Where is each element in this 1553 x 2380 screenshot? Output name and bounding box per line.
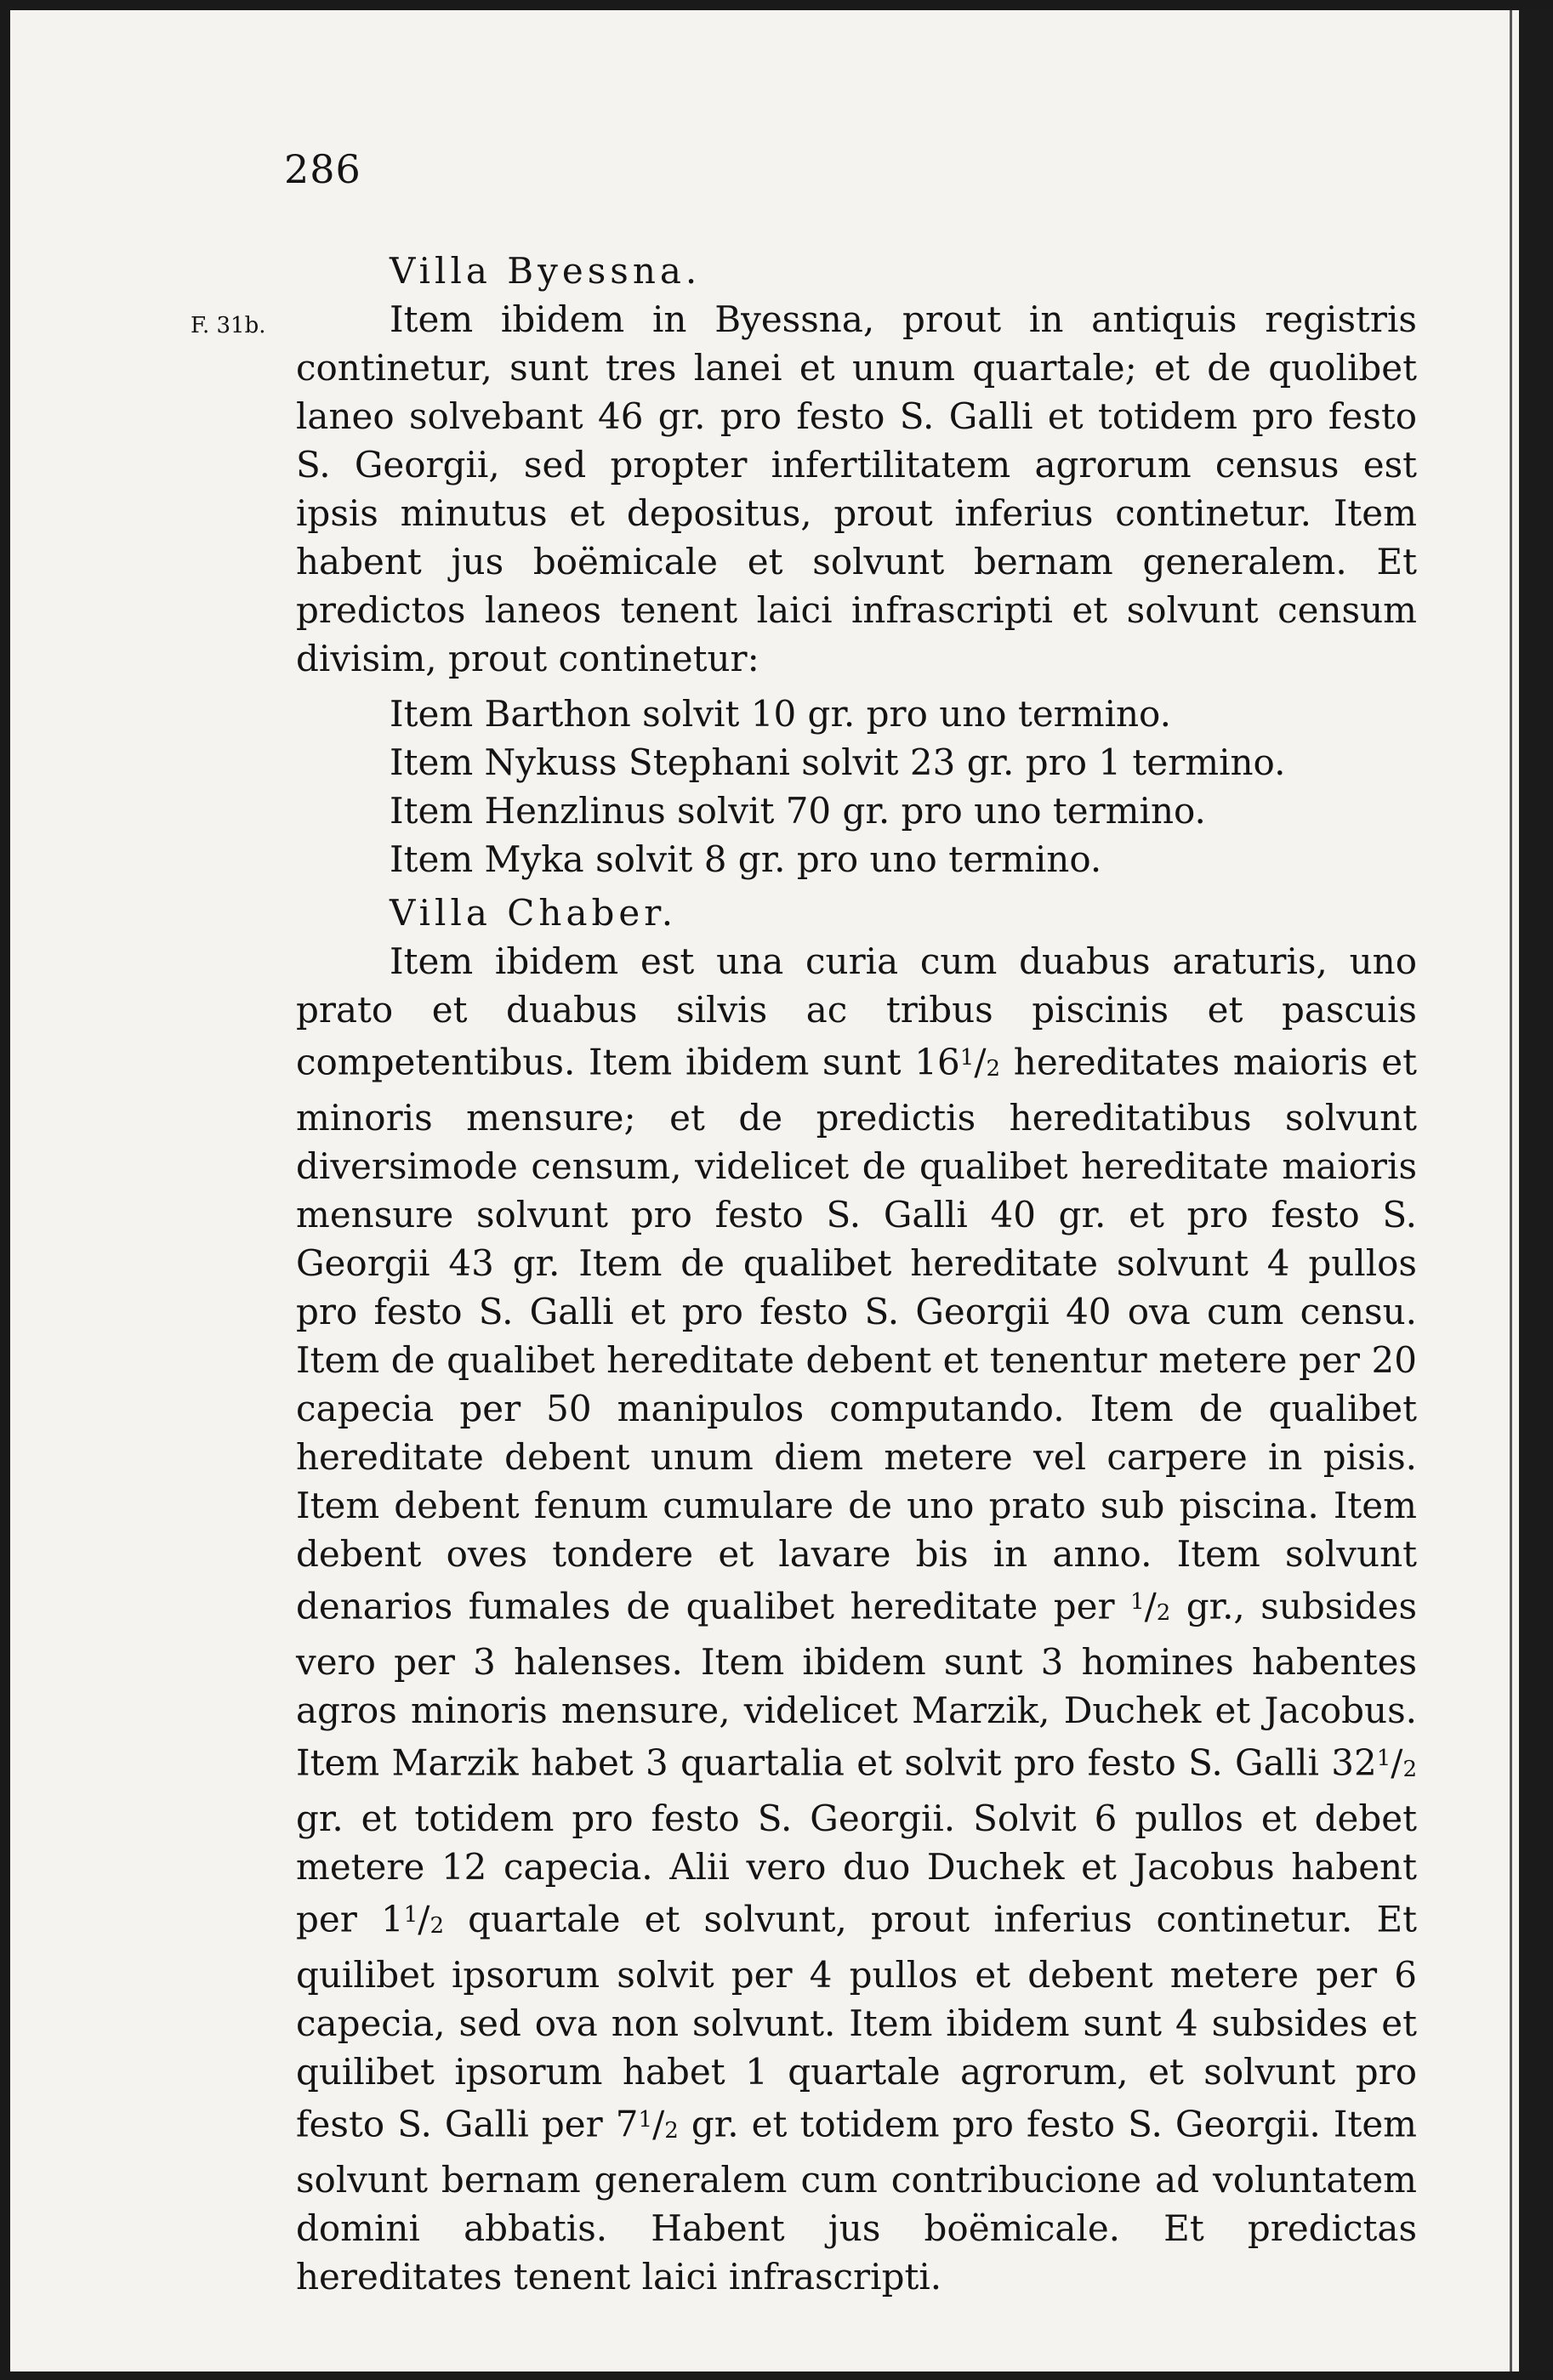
fraction-numerator: 1: [403, 1902, 418, 1928]
fraction-separator: /: [1144, 1585, 1157, 1627]
paragraph-byessna: Item ibidem in Byessna, prout in antiquis registris continetur, sunt tres lanei et unum quartale; et de quolibet laneo solvebant 46 gr. pro festo S. Galli et totidem pro festo S. Georgii, sed propter infertilitatem agrorum census est ipsis minutus et depositus, prout inferius continetur. Item habent jus boëmicale et solvunt bernam generalem. Et predictos laneos tenent laici infrascripti et solvunt censum divisim, prout continetur:: [296, 298, 1417, 679]
fraction-denominator: 2: [1156, 1600, 1171, 1626]
folio-mark: F. 31b.: [191, 313, 266, 338]
fraction-denominator: 2: [429, 1913, 444, 1939]
text-run: gr. et totidem pro festo S. Georgii. Solvit 6 pullos et debet metere 12 capecia. Alii vero duo Duchek et Jacobus habent per 1: [296, 1798, 1417, 1940]
fraction-denominator: 2: [986, 1056, 1001, 1082]
text-run: gr., subsides vero per 3 halenses. Item ibidem sunt 3 homines habentes agros minoris mensure, videlicet Marzik, Duchek et Jacobus. Item Marzik habet 3 quartalia et solvit pro festo S. Galli 32: [296, 1585, 1417, 1784]
list-item: Item Barthon solvit 10 gr. pro uno termino.: [390, 693, 1171, 735]
text-run: quartale et solvunt, prout inferius continetur. Et quilibet ipsorum solvit per 4 pullos et debent metere per 6 capecia, sed ova non solvunt. Item ibidem sunt 4 subsides et quilibet ipsorum habet 1 quartale agrorum, et solvunt pro festo S. Galli per 7: [296, 1898, 1418, 2145]
fraction-numerator: 1: [638, 2107, 653, 2133]
fraction-denominator: 2: [664, 2118, 679, 2144]
fraction-numerator: 1: [1130, 1589, 1145, 1615]
scan-edge-shadow: [1519, 10, 1553, 2371]
scan-edge-line: [1510, 10, 1512, 2371]
text-run: gr. et totidem pro festo S. Georgii. Item solvunt bernam generalem cum contribucione ad voluntatem domini abbatis. Habent jus boëmicale. Et predictas hereditates tenent laici infrascripti.: [296, 2103, 1418, 2298]
list-item: Item Myka solvit 8 gr. pro uno termino.: [390, 838, 1102, 880]
heading-villa-byessna: Villa Byessna.: [390, 250, 702, 292]
paragraph-chaber: [296, 937, 1417, 2301]
fraction-separator: /: [652, 2103, 665, 2145]
fraction-separator: /: [1391, 1741, 1403, 1784]
heading-villa-chaber: Villa Chaber.: [390, 892, 678, 934]
fraction-separator: /: [418, 1898, 430, 1940]
fraction-denominator: 2: [1402, 1757, 1417, 1782]
text-run: Item ibidem est una curia cum duabus araturis, uno prato et duabus silvis ac tribus piscinis et pascuis competentibus. Item ibidem sunt 16: [296, 940, 1417, 1083]
text-run: hereditates maioris et minoris mensure; et de predictis hereditatibus solvunt diversimode censum, videlicet de qualibet hereditate maioris mensure solvunt pro festo S. Galli 40 gr. et pro festo S. Georgii 43 gr. Item de qualibet hereditate solvunt 4 pullos pro festo S. Galli et pro festo S. Georgii 40 ova cum censu. Item de qualibet hereditate debent et tenentur metere per 20 capecia per 50 manipulos computando. Item de qualibet hereditate debent unum diem metere vel carpere in pisis. Item debent fenum cumulare de uno prato sub piscina. Item debent oves tondere et lavare bis in anno. Item solvunt denarios fumales de qualibet hereditate per: [296, 1041, 1418, 1627]
page-number: 286: [284, 146, 361, 192]
census-list: [390, 690, 1417, 883]
list-item: Item Henzlinus solvit 70 gr. pro uno termino.: [390, 790, 1206, 832]
fraction-separator: /: [974, 1041, 987, 1083]
page-body: [296, 247, 1417, 2301]
list-item: Item Nykuss Stephani solvit 23 gr. pro 1 termino.: [390, 741, 1286, 783]
fraction-numerator: 1: [1376, 1746, 1391, 1771]
fraction-numerator: 1: [959, 1045, 975, 1071]
